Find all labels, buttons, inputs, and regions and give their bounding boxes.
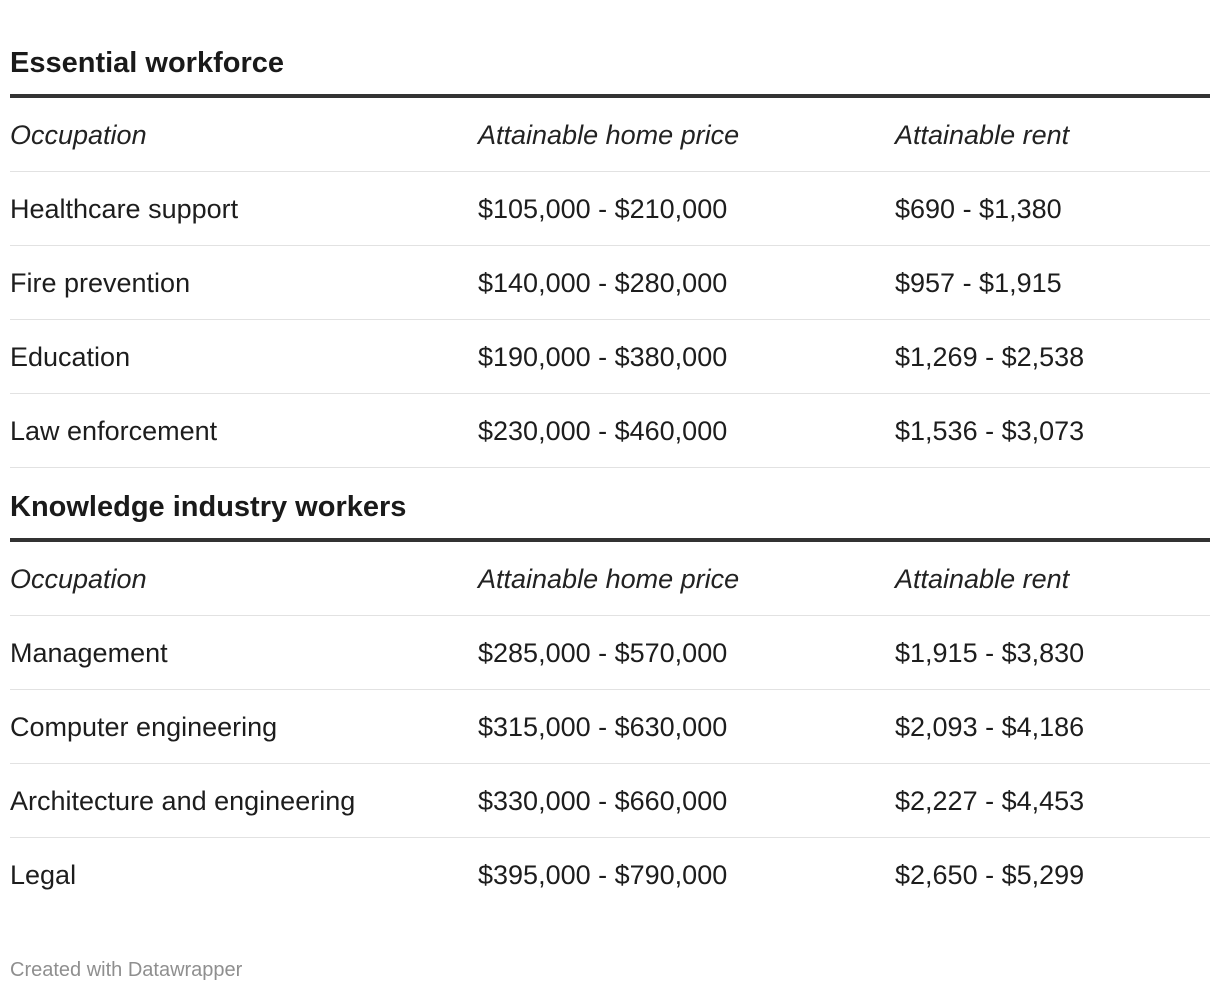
- tables-container: [10, 0, 1210, 912]
- occupation-cell: Management: [10, 637, 168, 668]
- column-header-occupation: Occupation: [10, 119, 147, 150]
- essential-workforce-section: [10, 0, 1210, 468]
- column-header-occupation: Occupation: [10, 563, 147, 594]
- occupation-cell: Architecture and engineering: [10, 785, 356, 816]
- rent-cell: $2,650 - $5,299: [895, 860, 1085, 890]
- table-row: [10, 838, 1210, 912]
- table-row: [10, 246, 1210, 320]
- knowledge-workers-section: [10, 468, 1210, 912]
- rent-cell: $1,536 - $3,073: [895, 415, 1085, 446]
- occupation-cell: Healthcare support: [10, 193, 239, 224]
- table-row: [10, 764, 1210, 838]
- home-price-cell: $140,000 - $280,000: [478, 267, 728, 298]
- section-title: Knowledge industry workers: [10, 468, 1210, 542]
- table-header-row: [10, 98, 1210, 172]
- home-price-cell: $105,000 - $210,000: [478, 193, 728, 224]
- rent-cell: $1,915 - $3,830: [895, 637, 1085, 668]
- table-row: [10, 320, 1210, 394]
- rent-cell: $2,227 - $4,453: [895, 785, 1085, 816]
- occupation-cell: Legal: [10, 860, 77, 890]
- datawrapper-credit: Created with Datawrapper: [10, 959, 243, 981]
- occupation-cell: Computer engineering: [10, 711, 278, 742]
- rent-cell: $1,269 - $2,538: [895, 341, 1085, 372]
- home-price-cell: $190,000 - $380,000: [478, 341, 728, 372]
- column-header-home-price: Attainable home price: [478, 119, 740, 150]
- home-price-cell: $395,000 - $790,000: [478, 860, 728, 890]
- column-header-home-price: Attainable home price: [478, 563, 740, 594]
- column-header-rent: Attainable rent: [895, 119, 1070, 150]
- table-row: [10, 172, 1210, 246]
- table-header-row: [10, 542, 1210, 616]
- rent-cell: $957 - $1,915: [895, 267, 1062, 298]
- occupation-cell: Fire prevention: [10, 267, 191, 298]
- occupation-cell: Law enforcement: [10, 415, 218, 446]
- column-header-rent: Attainable rent: [895, 563, 1070, 594]
- section-title: Essential workforce: [10, 0, 1210, 98]
- home-price-cell: $315,000 - $630,000: [478, 711, 728, 742]
- home-price-cell: $230,000 - $460,000: [478, 415, 728, 446]
- table-row: [10, 616, 1210, 690]
- home-price-cell: $285,000 - $570,000: [478, 637, 728, 668]
- table-row: [10, 394, 1210, 468]
- rent-cell: $2,093 - $4,186: [895, 711, 1085, 742]
- home-price-cell: $330,000 - $660,000: [478, 785, 728, 816]
- rent-cell: $690 - $1,380: [895, 193, 1062, 224]
- table-row: [10, 690, 1210, 764]
- occupation-cell: Education: [10, 341, 131, 372]
